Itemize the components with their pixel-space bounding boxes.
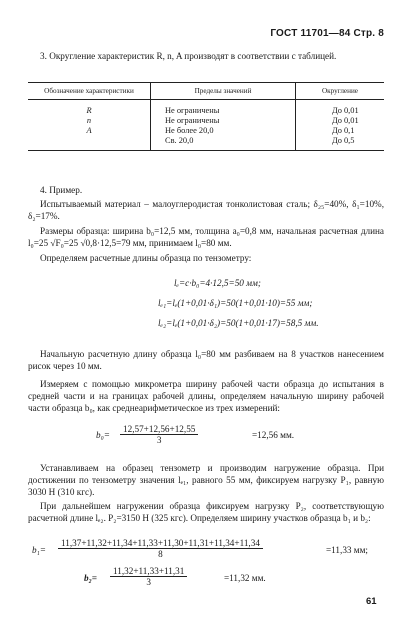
b0-fraction	[120, 424, 198, 445]
page-header: ГОСТ 11701—84 Стр. 8	[270, 28, 384, 39]
b2-denominator: 3	[146, 577, 151, 587]
material-paragraph: Испытываемый материал – малоуглеродистая тонколистовая сталь; δ₂₅=40%, δ₁=10%, δ₂=17%.	[28, 199, 384, 221]
table-body-row	[28, 100, 384, 151]
example-heading: 4. Пример.	[40, 185, 83, 195]
b1-result: =11,33 мм;	[326, 545, 368, 555]
b0-result: =12,56 мм.	[252, 430, 295, 440]
table-cell-rounding: До 0,01	[332, 116, 359, 125]
table-cell-rounding: До 0,1	[332, 126, 355, 135]
table-cell-limit: Не ограничены	[165, 106, 220, 115]
b1-numerator: 11,37+11,32+11,34+11,33+11,30+11,31+11,34+11,34	[58, 538, 263, 549]
table-header-limits: Пределы значений	[151, 83, 296, 100]
table-cell-symbol: A	[86, 126, 92, 135]
sample-sizes-paragraph: Размеры образца: ширина b₀=12,5 мм, толщина a₀=0,8 мм, начальная расчетная длина l₀=25 √F₀=25 √0,8·12,5=79 мм, принимаем l₀=80 мм.	[28, 226, 384, 248]
table-cell-limit: Не более 20,0	[165, 126, 214, 135]
table-cell-rounding: До 0,5	[332, 136, 355, 145]
gauge-length-paragraph: Начальную расчетную длину образца l₀=80 мм разбиваем на 8 участков нанесением рисок через 10 мм.	[28, 349, 384, 371]
formula-le: lₑ=c·b₀=4·12,5=50 мм;	[174, 278, 261, 288]
table-cell-limit: Св. 20,0	[165, 136, 194, 145]
table-col-rounding	[296, 100, 385, 151]
b1-fraction	[58, 538, 263, 559]
page-number: 61	[366, 596, 377, 607]
b2-label: b₂=	[84, 573, 98, 583]
b0-numerator: 12,57+12,56+12,55	[120, 424, 198, 435]
b2-numerator: 11,32+11,33+11,31	[110, 566, 187, 577]
determine-lengths-paragraph: Определяем расчетные длины образца по тензометру:	[40, 253, 252, 263]
b2-result: =11,32 мм.	[224, 573, 266, 583]
table-cell-symbol: n	[86, 116, 92, 125]
table-cell-symbol: R	[86, 106, 92, 115]
formula-le1: lₑ₁=lₑ(1+0,01·δ₁)=50(1+0,01·10)=55 мм;	[158, 298, 313, 308]
formula-le2: lₑ₂=lₑ(1+0,01·δ₂)=50(1+0,01·17)=58,5 мм.	[158, 318, 319, 328]
table-header-rounding: Округление	[296, 83, 385, 100]
b0-label: b₀=	[96, 430, 110, 440]
tensometer-paragraph: Устанавливаем на образец тензометр и производим нагружение образца. При достижении по тензометру значения lₑ₁, равного 55 мм, фиксируем нагрузку P₁, равную 3030 Н (310 кгс).	[28, 463, 384, 497]
table-cell-symbol	[30, 136, 148, 146]
b0-denominator: 3	[156, 435, 162, 445]
b1-denominator: 8	[158, 549, 163, 559]
table-col-symbols	[28, 100, 151, 151]
b2-fraction	[110, 566, 187, 587]
table-col-limits	[151, 100, 296, 151]
table-cell-limit: Не ограничены	[165, 116, 220, 125]
table-cell-rounding: До 0,01	[332, 106, 359, 115]
measure-width-paragraph: Измеряем с помощью микрометра ширину рабочей части образца до испытания в средней части и на границах рабочей длины, определяем начальную ширину рабочей части образца b₀, как среднеарифметическое из трех измерений:	[28, 379, 384, 413]
table-header-row	[28, 83, 384, 100]
section-3-text: 3. Округление характеристик R, n, A производят в соответствии с таблицей.	[40, 51, 337, 61]
table-header-designation: Обозначение характеристики	[28, 83, 151, 100]
rounding-table	[28, 82, 384, 151]
b1-label: b₁=	[32, 545, 46, 555]
further-loading-paragraph: При дальнейшем нагружении образца фиксируем нагрузку P₂, соответствующую расчетной длине lₑ₂. P₂=3150 Н (325 кгс). Определяем ширину участков образца b₁ и b₂:	[28, 501, 384, 523]
